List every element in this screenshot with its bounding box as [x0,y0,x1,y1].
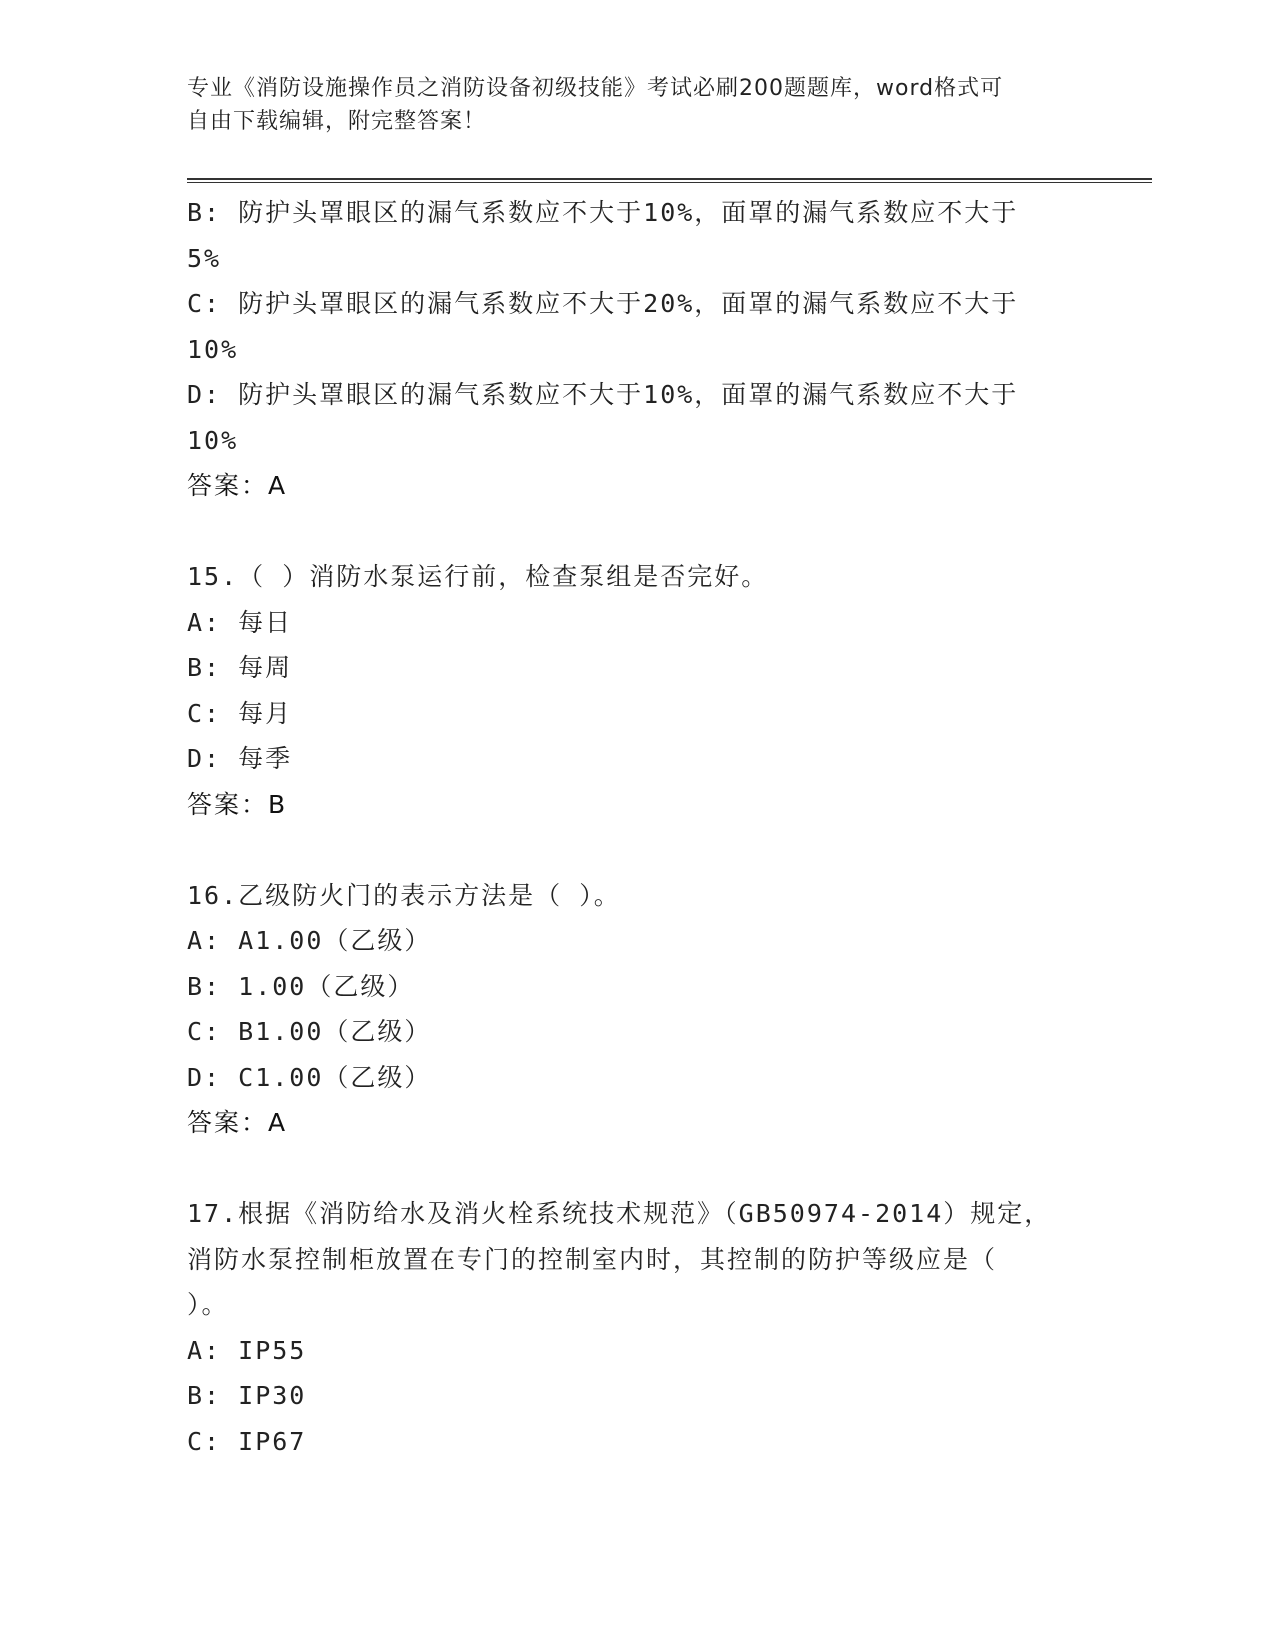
question-text: 16.乙级防火门的表示方法是（ ）。 [187,880,621,910]
question-list [187,190,1067,1464]
option-a: A: 每日 [187,607,293,637]
question-15 [187,554,1067,827]
question-16 [187,873,1067,1146]
answer-line: 答案：B [187,789,288,819]
option-d: D: 每季 [187,744,293,773]
option-c: C: IP67 [187,1426,307,1456]
question-text: 15.（ ）消防水泵运行前，检查泵组是否完好。 [187,562,769,591]
answer-line: 答案：A [187,471,288,500]
option-d-line-2: 10% [187,425,239,455]
option-b: B: 1.00（乙级） [187,971,415,1001]
spacer [187,827,1067,873]
option-c: C: 每月 [187,698,293,728]
spacer [187,509,1067,555]
option-c-line-1: C: 防护头罩眼区的漏气系数应不大于20%，面罩的漏气系数应不大于 [187,289,1019,318]
question-17 [187,1191,1067,1464]
question-text-line-2: 消防水泵控制柜放置在专门的控制室内时，其控制的防护等级应是（ [187,1244,998,1274]
question-text-line-3: ）。 [187,1290,229,1319]
option-c: C: B1.00（乙级） [187,1017,432,1046]
option-b: B: IP30 [187,1381,307,1410]
option-a: A: IP55 [187,1335,307,1365]
header-line-2: 自由下载编辑，附完整答案！ [187,109,487,134]
header-line-1: 专业《消防设施操作员之消防设备初级技能》考试必刷200题题库，word格式可 [187,76,1004,101]
option-b-line-1: B: 防护头罩眼区的漏气系数应不大于10%，面罩的漏气系数应不大于 [187,198,1019,227]
document-header [187,72,1067,138]
option-d-line-1: D: 防护头罩眼区的漏气系数应不大于10%，面罩的漏气系数应不大于 [187,380,1019,409]
question-text-line-1: 17.根据《消防给水及消火栓系统技术规范》（GB50974-2014）规定， [187,1199,1052,1228]
option-b: B: 每周 [187,653,293,682]
answer-line: 答案：A [187,1108,288,1137]
option-b-line-2: 5% [187,243,222,273]
option-a: A: A1.00（乙级） [187,926,432,955]
question-14-continued [187,190,1067,509]
header-divider [187,178,1152,183]
option-c-line-2: 10% [187,334,239,364]
option-d: D: C1.00（乙级） [187,1062,432,1092]
spacer [187,1146,1067,1192]
